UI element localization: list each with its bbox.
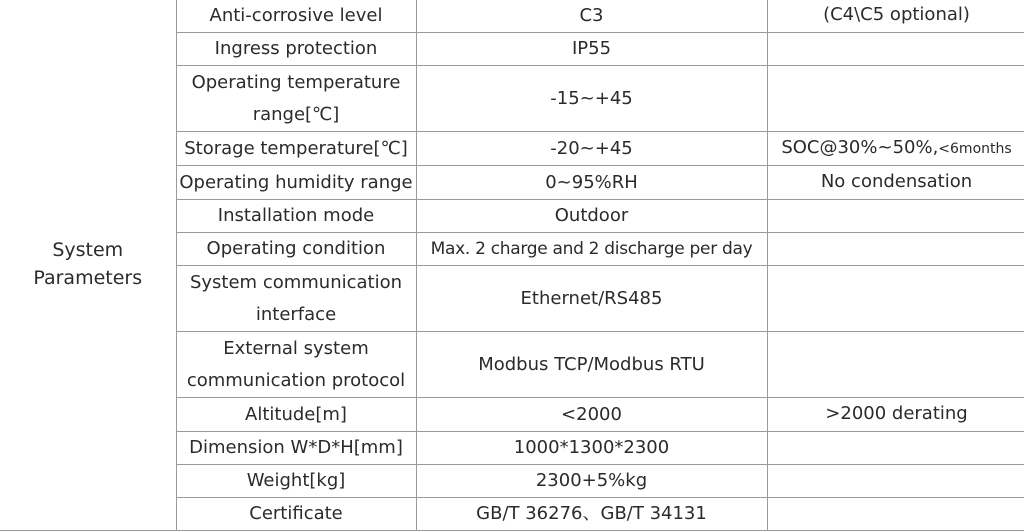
param-name: External system communication protocol [176, 332, 416, 398]
param-value: IP55 [416, 33, 767, 66]
param-value: GB/T 36276、GB/T 34131 [416, 498, 767, 531]
param-value: Ethernet/RS485 [416, 266, 767, 332]
param-value: -15~+45 [416, 66, 767, 132]
param-value: Modbus TCP/Modbus RTU [416, 332, 767, 398]
param-note [767, 266, 1024, 332]
param-name: Storage temperature[℃] [176, 132, 416, 166]
param-note [767, 432, 1024, 465]
param-value: Outdoor [416, 200, 767, 233]
param-name: Dimension W*D*H[mm] [176, 432, 416, 465]
param-note [767, 465, 1024, 498]
param-value: 2300+5%kg [416, 465, 767, 498]
param-note [767, 233, 1024, 266]
param-name: Altitude[m] [176, 398, 416, 432]
param-name: Ingress protection [176, 33, 416, 66]
param-note [767, 498, 1024, 531]
param-note [767, 33, 1024, 66]
param-name: Operating temperature range[℃] [176, 66, 416, 132]
param-note: (C4\C5 optional) [767, 0, 1024, 33]
param-value: C3 [416, 0, 767, 33]
param-note: >2000 derating [767, 398, 1024, 432]
param-name: Installation mode [176, 200, 416, 233]
param-value: <2000 [416, 398, 767, 432]
param-value: 1000*1300*2300 [416, 432, 767, 465]
param-note: SOC@30%~50%,<6months [767, 132, 1024, 166]
param-value: 0~95%RH [416, 166, 767, 200]
section-label: System Parameters [0, 0, 176, 531]
param-name: Certificate [176, 498, 416, 531]
param-name: Operating humidity range [176, 166, 416, 200]
param-note [767, 332, 1024, 398]
param-note [767, 200, 1024, 233]
table-row [0, 0, 1024, 33]
param-value: Max. 2 charge and 2 discharge per day [416, 233, 767, 266]
param-name: Weight[kg] [176, 465, 416, 498]
param-name: Operating condition [176, 233, 416, 266]
param-name: System communication interface [176, 266, 416, 332]
param-note: No condensation [767, 166, 1024, 200]
param-value: -20~+45 [416, 132, 767, 166]
param-note [767, 66, 1024, 132]
param-name: Anti-corrosive level [176, 0, 416, 33]
